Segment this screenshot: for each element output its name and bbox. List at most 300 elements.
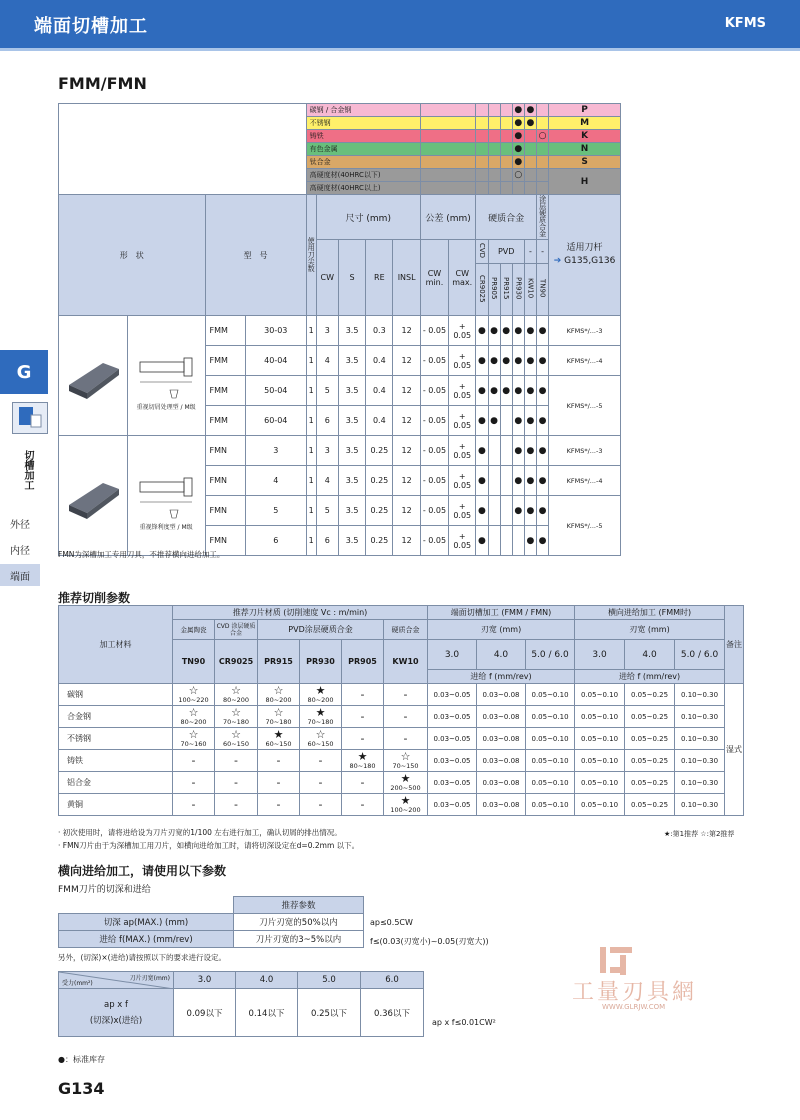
- pvd-header: PVD: [488, 240, 524, 264]
- cell-max: + 0.05: [449, 406, 476, 436]
- recommend-star: ☆: [231, 683, 241, 697]
- grooving-icon: [12, 402, 48, 434]
- model-size: 30-03: [245, 316, 306, 346]
- grade-recommendation: [173, 728, 215, 750]
- cell-s: 3.5: [338, 376, 365, 406]
- cross-feed: 0.05~0.25: [625, 772, 675, 794]
- material-grade-mark: [476, 143, 488, 156]
- insert-dimension-diagram: [130, 470, 202, 520]
- depth-max-note: ap≤0.5CW: [370, 918, 413, 927]
- corners-header: [306, 195, 316, 316]
- feed-header: 进给 f (mm/rev): [428, 670, 575, 684]
- corners-header-text: 使用刀尖数: [307, 236, 316, 272]
- material-grade-mark: [488, 130, 500, 143]
- width-header: 刃宽 (mm): [575, 620, 725, 640]
- face-feed: 0.03~0.08: [477, 706, 526, 728]
- grade-header-text: CR9025: [477, 274, 486, 303]
- holder-model: KFMS*/...-5: [549, 496, 621, 556]
- apf-value: 0.14以下: [236, 989, 298, 1037]
- holder-model: KFMS*/...-3: [549, 436, 621, 466]
- recommend-star: -: [360, 709, 365, 723]
- material-name: 铝合金: [59, 772, 173, 794]
- stock-mark: ●: [488, 316, 500, 346]
- cell-s: 3.5: [338, 526, 365, 556]
- recommended-param-header: 推荐参数: [234, 897, 364, 914]
- cross-feed-note: 另外，(切深)×(进给)请按照以下的要求进行设定。: [58, 953, 226, 962]
- material-grade-mark: [524, 182, 536, 195]
- stock-mark: ●: [524, 346, 536, 376]
- cutting-speed: 100~200: [390, 805, 421, 814]
- cutting-speed: 70~180: [222, 717, 250, 726]
- cell-s: 3.5: [338, 316, 365, 346]
- recommend-star: ☆: [231, 727, 241, 741]
- material-grade-mark: ●: [512, 156, 524, 169]
- holder-ref: G135,G136: [564, 256, 616, 266]
- cutting-speed: 70~180: [265, 717, 292, 726]
- sidebar-tab-g[interactable]: G: [0, 350, 48, 394]
- cross-feed: 0.05~0.10: [575, 772, 625, 794]
- material-grade-mark: [500, 104, 512, 117]
- width-value: 4.0: [477, 640, 526, 670]
- recommend-star: -: [191, 753, 196, 767]
- cutting-speed: 70~180: [307, 717, 334, 726]
- grade-recommendation: [173, 794, 215, 816]
- grade-recommendation: [384, 728, 428, 750]
- insert-photo: [63, 465, 123, 525]
- depth-max-label: 切深 ap(MAX.) (mm): [59, 914, 234, 931]
- star-legend: ★:第1推荐 ☆:第2推荐: [664, 830, 735, 838]
- apf-value: 0.25以下: [298, 989, 361, 1037]
- cross-feed: 0.05~0.10: [575, 706, 625, 728]
- grade-recommendation: [300, 684, 342, 706]
- grade-recommendation: [342, 728, 384, 750]
- recommend-star: -: [276, 775, 281, 789]
- model-size: 3: [245, 436, 306, 466]
- cell-insl: 12: [393, 526, 420, 556]
- insert-caption: 重视锋利度型 / M级: [139, 524, 193, 531]
- material-grade-mark: [500, 117, 512, 130]
- sidebar-item-outer[interactable]: 外径: [0, 512, 40, 534]
- cvd-header-text: CVD: [477, 242, 486, 259]
- recommend-star: -: [234, 775, 238, 789]
- stock-mark: ●: [476, 406, 488, 436]
- grade-recommendation: [258, 728, 300, 750]
- cell-cw: 3: [316, 316, 338, 346]
- cross-feed-table: [58, 896, 364, 948]
- cross-feed: 0.05~0.10: [575, 750, 625, 772]
- width-value: 5.0 / 6.0: [526, 640, 575, 670]
- material-grade-mark: ○: [537, 130, 549, 143]
- recommend-star: ☆: [315, 727, 326, 741]
- grade-recommendation: [215, 706, 258, 728]
- stock-mark: [500, 466, 512, 496]
- corner-count: 1: [306, 376, 316, 406]
- carbide-grade-header: 硬质合金: [476, 195, 537, 240]
- cell-min: - 0.05: [420, 496, 448, 526]
- model-series: FMN: [205, 526, 245, 556]
- model-series: FMM: [205, 376, 245, 406]
- cell-cw: 4: [316, 466, 338, 496]
- material-code: N: [549, 143, 621, 156]
- material-grade-mark: [476, 182, 488, 195]
- cross-feed: 0.10~0.30: [675, 728, 725, 750]
- recommend-star: -: [276, 797, 281, 811]
- grade-recommendation: [215, 684, 258, 706]
- model-series: FMN: [205, 436, 245, 466]
- cell-min: - 0.05: [420, 316, 448, 346]
- cw-max-header: CW max.: [449, 240, 476, 316]
- width-header: 4.0: [236, 972, 298, 989]
- cermet-header: 金属陶瓷: [173, 620, 215, 640]
- corner-count: 1: [306, 316, 316, 346]
- holder-header-text: 适用刀杆: [566, 243, 603, 253]
- grade-header: KW10: [384, 640, 428, 684]
- cross-feed: 0.10~0.30: [675, 750, 725, 772]
- material-grade-mark: [537, 182, 549, 195]
- width-value: 5.0 / 6.0: [675, 640, 725, 670]
- recommend-star: -: [403, 731, 408, 745]
- cross-feed: 0.05~0.10: [575, 728, 625, 750]
- feed-max-label: 进给 f(MAX.) (mm/rev): [59, 931, 234, 948]
- cell-re: 0.3: [366, 316, 393, 346]
- grade-header: TN90: [173, 640, 215, 684]
- material-name: 铸铁: [59, 750, 173, 772]
- stock-mark: ●: [512, 376, 524, 406]
- cutting-speed: 70~160: [180, 739, 207, 748]
- material-grade-mark: [476, 104, 488, 117]
- material-grade-mark: [476, 169, 488, 182]
- recommend-star: -: [403, 709, 408, 723]
- material-grade-mark: [476, 117, 488, 130]
- grade-recommendation: [258, 750, 300, 772]
- page-title: 端面切槽加工: [34, 16, 148, 37]
- material-code: M: [549, 117, 621, 130]
- stock-mark: ●: [476, 376, 488, 406]
- material-grade-mark: [524, 143, 536, 156]
- cell-s: 3.5: [338, 436, 365, 466]
- dash-header: -: [524, 240, 536, 264]
- cell-cw: 3: [316, 436, 338, 466]
- grade-recommendation: [300, 728, 342, 750]
- recommend-star: ☆: [188, 683, 199, 697]
- recommend-star: -: [360, 687, 365, 701]
- model-header: 型 号: [205, 195, 306, 316]
- recommend-star: -: [234, 753, 238, 767]
- cross-feed: 0.05~0.25: [625, 794, 675, 816]
- stock-mark: ●: [500, 376, 512, 406]
- width-value: 4.0: [625, 640, 675, 670]
- grade-recommendation: [342, 684, 384, 706]
- material-category-label: 碳钢 / 合金钢: [306, 104, 420, 117]
- size-header: 尺寸 (mm): [316, 195, 420, 240]
- face-header: 端面切槽加工 (FMM / FMN): [428, 606, 575, 620]
- holder-model: KFMS*/...-5: [549, 376, 621, 436]
- face-feed: 0.03~0.08: [477, 750, 526, 772]
- material-grade-mark: [488, 156, 500, 169]
- recommend-star: -: [191, 797, 196, 811]
- apf-label-line1: ap x f: [103, 999, 129, 1010]
- cell-re: 0.25: [366, 526, 393, 556]
- stock-mark: ●: [512, 406, 524, 436]
- stock-mark: ●: [537, 406, 549, 436]
- cross-feed: 0.05~0.10: [575, 684, 625, 706]
- apf-label: [59, 989, 174, 1037]
- width-header: 6.0: [361, 972, 424, 989]
- stock-legend: ●：标准库存: [58, 1055, 105, 1064]
- grooving-icon-graphic: [13, 403, 47, 433]
- grade-recommendation: [215, 750, 258, 772]
- material-category-fill: [420, 169, 476, 182]
- recommend-star: ★: [357, 749, 368, 763]
- width-value: 3.0: [575, 640, 625, 670]
- width-header: 3.0: [174, 972, 236, 989]
- stock-mark: ●: [512, 316, 524, 346]
- stock-mark: [488, 496, 500, 526]
- recommend-star: -: [403, 687, 408, 701]
- face-feed: 0.05~0.10: [526, 684, 575, 706]
- cell-max: + 0.05: [449, 346, 476, 376]
- recommend-star: -: [318, 753, 323, 767]
- grade-recommendation: [258, 772, 300, 794]
- cell-max: + 0.05: [449, 466, 476, 496]
- stock-mark: ●: [537, 436, 549, 466]
- feed-max-note: f≤(0.03(刃宽小)~0.05(刃宽大)): [370, 937, 489, 946]
- stock-mark: ●: [524, 466, 536, 496]
- stock-mark: [500, 436, 512, 466]
- recommend-star: ☆: [231, 705, 241, 719]
- grade-header: PR915: [258, 640, 300, 684]
- model-size: 5: [245, 496, 306, 526]
- stock-mark: ●: [476, 466, 488, 496]
- holder-header: [549, 195, 621, 316]
- cell-max: + 0.05: [449, 526, 476, 556]
- stock-mark: ●: [488, 376, 500, 406]
- cross-feed: 0.05~0.25: [625, 706, 675, 728]
- recommend-star: -: [276, 753, 281, 767]
- cell-min: - 0.05: [420, 406, 448, 436]
- stock-mark: ●: [537, 526, 549, 556]
- face-feed: 0.05~0.10: [526, 728, 575, 750]
- recommend-star: ★: [315, 683, 326, 697]
- stock-mark: ●: [512, 346, 524, 376]
- watermark-url: WWW.GLRJW.COM: [602, 1003, 666, 1011]
- cutting-speed: 200~500: [390, 783, 421, 792]
- cell-cw: 5: [316, 376, 338, 406]
- cell-re: 0.25: [366, 466, 393, 496]
- remark-header: 备注: [725, 606, 744, 684]
- grade-header: [537, 264, 549, 316]
- material-category-label: 高硬度材(40HRC以下): [306, 169, 420, 182]
- sidebar-item-face[interactable]: 端面: [0, 564, 40, 586]
- face-feed: 0.05~0.10: [526, 772, 575, 794]
- stock-mark: ●: [524, 406, 536, 436]
- cross-feed: 0.10~0.30: [675, 794, 725, 816]
- material-category-fill: [420, 156, 476, 169]
- cross-feed: 0.10~0.30: [675, 706, 725, 728]
- model-size: 60-04: [245, 406, 306, 436]
- material-grade-mark: ○: [512, 169, 524, 182]
- recommend-star: -: [360, 775, 365, 789]
- cell-cw: 5: [316, 496, 338, 526]
- face-feed: 0.03~0.05: [428, 728, 477, 750]
- cell-insl: 12: [393, 466, 420, 496]
- material-grade-mark: [537, 143, 549, 156]
- material-code: P: [549, 104, 621, 117]
- material-category-label: 铸铁: [306, 130, 420, 143]
- grade-recommendation: [342, 706, 384, 728]
- grade-header: [476, 264, 488, 316]
- recommend-star: -: [191, 775, 196, 789]
- grade-recommendation: [384, 794, 428, 816]
- grade-header-text: PR915: [502, 277, 511, 300]
- sidebar-item-inner[interactable]: 内径: [0, 538, 40, 560]
- model-series: FMM: [205, 316, 245, 346]
- cell-s: 3.5: [338, 406, 365, 436]
- material-grade-mark: [488, 143, 500, 156]
- cw-header: CW: [316, 240, 338, 316]
- face-feed: 0.03~0.05: [428, 684, 477, 706]
- grade-header: [512, 264, 524, 316]
- stock-mark: ●: [512, 436, 524, 466]
- recommend-star: ☆: [188, 705, 199, 719]
- material-category-fill: [420, 143, 476, 156]
- cutting-notes: [58, 826, 359, 852]
- cvd-header: [476, 240, 488, 264]
- material-category-fill: [420, 104, 476, 117]
- stock-mark: ●: [537, 376, 549, 406]
- cutting-speed: 80~200: [265, 695, 292, 704]
- cutting-speed: 80~200: [180, 717, 207, 726]
- dash-header: -: [537, 240, 549, 264]
- material-grade-mark: [476, 156, 488, 169]
- tolerance-header: 公差 (mm): [420, 195, 476, 240]
- material-grade-mark: [488, 117, 500, 130]
- recommend-star: -: [318, 797, 323, 811]
- grade-recommendation: [173, 750, 215, 772]
- feed-header: 进给 f (mm/rev): [575, 670, 725, 684]
- stock-mark: ●: [524, 376, 536, 406]
- grades-header: 推荐刀片材质 (切削速度 Vc : m/min): [173, 606, 428, 620]
- stock-mark: ●: [500, 316, 512, 346]
- cell-max: + 0.05: [449, 496, 476, 526]
- coated-header: [537, 195, 549, 240]
- cutting-speed: 100~220: [178, 695, 209, 704]
- cell-max: + 0.05: [449, 316, 476, 346]
- model-size: 4: [245, 466, 306, 496]
- material-grade-mark: [537, 104, 549, 117]
- apf-value: 0.09以下: [174, 989, 236, 1037]
- grade-recommendation: [173, 706, 215, 728]
- insert-drawing: [127, 316, 205, 436]
- stock-mark: ●: [488, 406, 500, 436]
- insert-drawing: [127, 436, 205, 556]
- model-size: 6: [245, 526, 306, 556]
- recommend-star: ☆: [273, 683, 284, 697]
- width-header: 5.0: [298, 972, 361, 989]
- material-category-fill: [420, 130, 476, 143]
- cell-cw: 6: [316, 526, 338, 556]
- cutting-speed: 80~200: [307, 695, 334, 704]
- recommend-star: ★: [315, 705, 326, 719]
- grade-header-text: TN90: [538, 279, 547, 298]
- material-grade-mark: ●: [512, 117, 524, 130]
- model-series: FMM: [205, 346, 245, 376]
- cell-s: 3.5: [338, 466, 365, 496]
- model-size: 50-04: [245, 376, 306, 406]
- arrow-icon: ➔: [553, 256, 565, 266]
- grade-recommendation: [300, 706, 342, 728]
- grade-recommendation: [384, 772, 428, 794]
- cross-feed-subtitle: FMM刀片的切深和进给: [58, 885, 151, 895]
- cutting-note-1: · 初次使用时，请将进给设为刀片刃宽的1/100 左右进行加工，确认切屑的排出情况。: [58, 828, 342, 837]
- material-grade-mark: [488, 104, 500, 117]
- corner-count: 1: [306, 346, 316, 376]
- material-grade-mark: [500, 169, 512, 182]
- grade-recommendation: [342, 750, 384, 772]
- coated-header-text: 涂层硬质合金: [538, 195, 547, 237]
- material-grade-mark: [537, 169, 549, 182]
- cross-feed: 0.05~0.25: [625, 728, 675, 750]
- grade-recommendation: [342, 772, 384, 794]
- face-feed: 0.05~0.10: [526, 794, 575, 816]
- grade-recommendation: [173, 772, 215, 794]
- cell-re: 0.25: [366, 496, 393, 526]
- cross-feed-title: 横向进给加工，请使用以下参数: [58, 864, 227, 878]
- cutting-params-table: [58, 605, 744, 816]
- cross-header: 横向进给加工 (FMM时): [575, 606, 725, 620]
- material-grade-mark: [500, 156, 512, 169]
- cvd-header: CVD 涂层硬质合金: [215, 620, 258, 640]
- watermark: [572, 945, 712, 1019]
- cell-min: - 0.05: [420, 466, 448, 496]
- grade-header: [524, 264, 536, 316]
- face-feed: 0.03~0.05: [428, 772, 477, 794]
- stock-mark: [488, 526, 500, 556]
- model-size: 40-04: [245, 346, 306, 376]
- depth-max-value: 刀片刃宽的50%以内: [234, 914, 364, 931]
- stock-mark: ●: [524, 526, 536, 556]
- insert-caption: 重视切屑处理型 / M级: [136, 404, 196, 411]
- cell-re: 0.4: [366, 346, 393, 376]
- stock-mark: ●: [512, 466, 524, 496]
- stock-mark: ●: [476, 346, 488, 376]
- material-grade-mark: [500, 130, 512, 143]
- corner-width-label: 刀片刃宽(mm): [129, 975, 170, 982]
- apf-value: 0.36以下: [361, 989, 424, 1037]
- corner-count: 1: [306, 436, 316, 466]
- material-name: 合金钢: [59, 706, 173, 728]
- grade-recommendation: [342, 794, 384, 816]
- stock-mark: ●: [476, 316, 488, 346]
- insert-image: [59, 436, 128, 556]
- grade-recommendation: [300, 750, 342, 772]
- stock-mark: ●: [476, 436, 488, 466]
- insert-image: [59, 316, 128, 436]
- face-feed: 0.03~0.05: [428, 706, 477, 728]
- carbide-header: 硬质合金: [384, 620, 428, 640]
- stock-mark: [500, 406, 512, 436]
- material-grade-mark: ●: [512, 143, 524, 156]
- pvd-header: PVD涂层硬质合金: [258, 620, 384, 640]
- sidebar-category: 切槽加工: [22, 450, 33, 490]
- material-code: K: [549, 130, 621, 143]
- grade-header-text: PR930: [514, 277, 523, 300]
- cell-max: + 0.05: [449, 376, 476, 406]
- cell-max: + 0.05: [449, 436, 476, 466]
- material-grade-mark: [488, 182, 500, 195]
- cell-min: - 0.05: [420, 436, 448, 466]
- cell-re: 0.4: [366, 376, 393, 406]
